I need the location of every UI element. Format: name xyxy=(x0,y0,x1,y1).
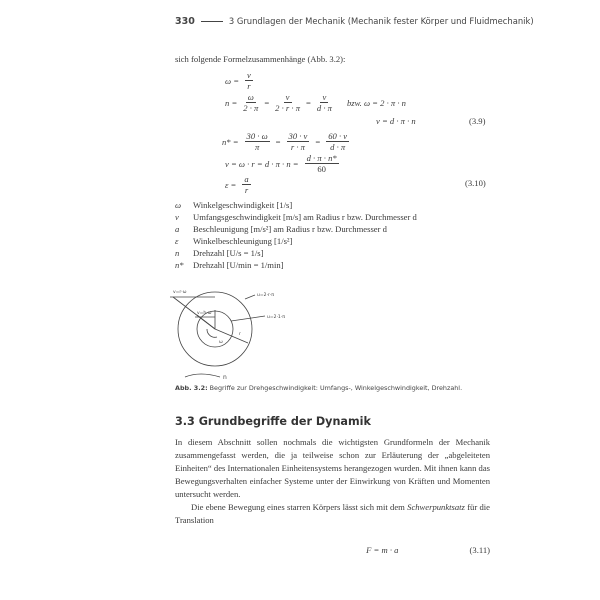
description: Winkelbeschleunigung [1/s²] xyxy=(193,236,293,246)
label: v=r·ω xyxy=(173,290,187,295)
formula-v2 xyxy=(222,153,342,174)
lhs: ε = xyxy=(225,179,237,190)
formula-omega xyxy=(222,70,256,91)
equals: = xyxy=(264,97,270,108)
spacer xyxy=(175,545,295,555)
description: Winkelgeschwindigkeit [1/s] xyxy=(193,200,293,210)
den: r xyxy=(247,81,251,91)
n-arrow xyxy=(185,374,220,377)
paragraph xyxy=(175,501,490,527)
den: r xyxy=(244,185,249,195)
num: ω xyxy=(247,92,254,102)
label: n xyxy=(223,374,227,380)
description: Drehzahl [U/min = 1/min] xyxy=(193,260,284,270)
description: Drehzahl [U/s = 1/s] xyxy=(193,248,264,258)
fraction xyxy=(326,131,349,152)
den: 2 · π xyxy=(243,103,259,113)
section-title: 3.3 Grundbegriffe der Dynamik xyxy=(175,415,371,428)
fraction xyxy=(242,174,250,195)
header-rule xyxy=(201,21,223,23)
num: 30 · v xyxy=(288,131,308,141)
num: v xyxy=(247,70,251,80)
emphasis: Schwerpunktsatz xyxy=(407,502,465,512)
figure-caption xyxy=(175,384,462,392)
legend-item xyxy=(175,235,417,247)
leader-line xyxy=(245,295,255,299)
fraction xyxy=(317,92,332,113)
equals: = xyxy=(275,136,281,147)
fraction xyxy=(245,70,253,91)
formula-v xyxy=(373,116,419,126)
den: d · π xyxy=(330,142,346,152)
den: 2 · r · π xyxy=(275,103,301,113)
paragraph: In diesem Abschnitt sollen nochmals die wichtigsten Grundformeln der Mechanik zusammengefasst werden, die ja teilweise schon zur Erläuterung der „abgeleiteten Einheiten“ des Internationalen Einheitensystems herangezogen wurden. Mit ihnen kann das Bewegungsverhalten einfacher Systeme unter der Einwirkung von Kräften und Momenten untersucht werden. xyxy=(175,437,491,499)
description: Beschleunigung [m/s²] am Radius r bzw. Durchmesser d xyxy=(193,224,387,234)
fraction xyxy=(245,131,270,152)
num: 30 · ω xyxy=(246,131,268,141)
symbol: ε xyxy=(175,236,179,246)
caption-label: Abb. 3.2: xyxy=(175,384,208,392)
equals: = xyxy=(315,136,321,147)
page-number: 330 xyxy=(175,16,195,27)
legend-item xyxy=(175,247,417,259)
symbol: ω xyxy=(175,200,182,210)
formula-nstar xyxy=(219,131,352,152)
symbol-legend xyxy=(175,199,417,271)
chapter-title: 3 Grundlagen der Mechanik (Mechanik fester Körper und Fluidmechanik) xyxy=(228,16,534,26)
label: ω xyxy=(219,340,223,345)
formula-n xyxy=(222,92,409,113)
symbol: v xyxy=(175,212,179,222)
num: d · π · n* xyxy=(306,153,337,163)
intro-text: sich folgende Formelzusammenhänge (Abb. 3.2): xyxy=(175,54,346,64)
section xyxy=(175,415,490,555)
symbol: a xyxy=(175,224,180,234)
den: r · π xyxy=(290,142,305,152)
description: Umfangsgeschwindigkeit [m/s] am Radius r bzw. Durchmesser d xyxy=(193,212,417,222)
num: v xyxy=(285,92,290,102)
formula-eps xyxy=(222,174,254,195)
num: 60 · v xyxy=(328,131,348,141)
omega-arc xyxy=(207,329,217,337)
num: v xyxy=(322,92,327,102)
formula-newton-row xyxy=(175,545,490,555)
lhs: ω = xyxy=(225,75,240,86)
rotation-diagram xyxy=(165,285,305,380)
eq-number-3-11: (3.11) xyxy=(469,545,490,555)
label: r xyxy=(239,332,241,337)
legend-item xyxy=(175,199,417,211)
symbol: n xyxy=(175,248,180,258)
label: v=h·ω xyxy=(197,311,212,316)
fraction xyxy=(243,92,258,113)
lhs: n* = xyxy=(222,136,239,147)
text: Die ebene Bewegung eines starren Körpers lässt sich mit dem xyxy=(191,502,408,512)
num: a xyxy=(244,174,249,184)
den: π xyxy=(254,142,260,152)
caption-text: Begriffe zur Drehgeschwindigkeit: Umfangs-, Winkelgeschwindigkeit, Drehzahl. xyxy=(209,384,463,392)
lhs: v = ω · r = d · π · n = xyxy=(225,158,299,169)
equals: = xyxy=(306,97,311,108)
formula-text: F = m · a xyxy=(366,545,399,555)
eq-number-3-9: (3.9) xyxy=(469,116,486,126)
legend-item xyxy=(175,223,417,235)
fraction xyxy=(275,92,300,113)
eq-number-3-10: (3.10) xyxy=(465,178,486,188)
formula-newton xyxy=(363,545,401,555)
fraction xyxy=(305,153,339,174)
lhs: n = xyxy=(225,97,238,108)
formula-text: v = d · π · n xyxy=(376,116,416,126)
symbol: n* xyxy=(175,260,184,270)
running-header xyxy=(175,16,534,27)
legend-item xyxy=(175,211,417,223)
leader-line xyxy=(231,316,265,321)
legend-item xyxy=(175,259,417,271)
alt-formula: bzw. ω = 2 · π · n xyxy=(346,97,406,108)
den: 60 xyxy=(317,164,326,174)
label: u=2·r·π xyxy=(257,293,274,298)
label: u=2·1·π xyxy=(267,315,285,320)
fraction xyxy=(287,131,310,152)
den: d · π xyxy=(316,103,332,113)
text: für die Translation xyxy=(175,502,490,525)
